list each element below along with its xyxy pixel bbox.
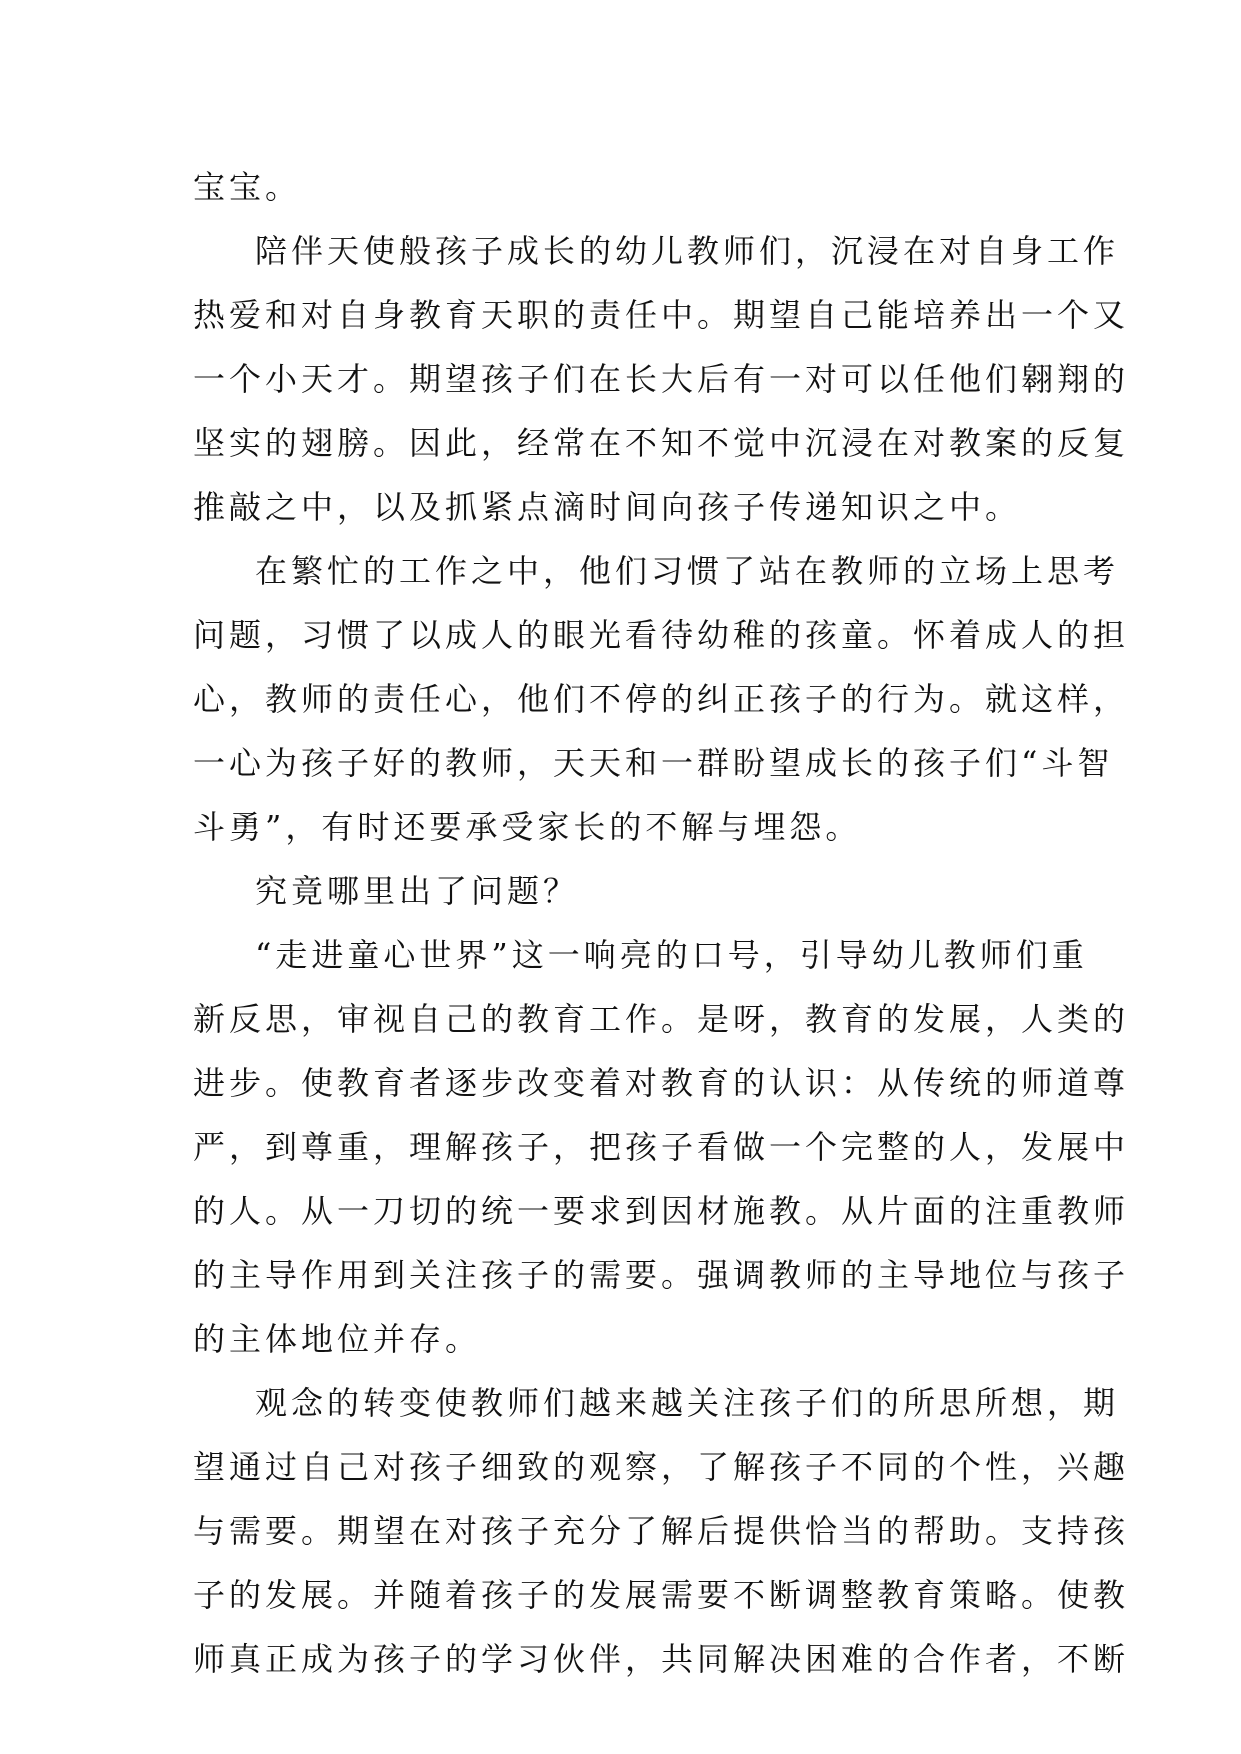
text-line: 的主体地位并存。 <box>193 1320 482 1358</box>
text-line: 心，教师的责任心，他们不停的纠正孩子的行为。就这样， <box>193 680 1130 718</box>
paragraph-first-line: “走进童心世界”这一响亮的口号，引导幼儿教师们重 <box>255 936 1088 974</box>
text-line: 新反思，审视自己的教育工作。是呀，教育的发展，人类的 <box>193 1000 1130 1038</box>
text-line: 斗勇”，有时还要承受家长的不解与埋怨。 <box>193 808 862 846</box>
text-line: 宝宝。 <box>193 168 302 206</box>
text-line: 一个小天才。期望孩子们在长大后有一对可以任他们翱翔的 <box>193 360 1130 398</box>
text-line: 望通过自己对孩子细致的观察，了解孩子不同的个性，兴趣 <box>193 1448 1130 1486</box>
paragraph-first-line: 观念的转变使教师们越来越关注孩子们的所思所想，期 <box>255 1384 1120 1422</box>
text-line: 师真正成为孩子的学习伙伴，共同解决困难的合作者，不断 <box>193 1640 1130 1678</box>
text-line: 推敲之中，以及抓紧点滴时间向孩子传递知识之中。 <box>193 488 1022 526</box>
text-line: 问题，习惯了以成人的眼光看待幼稚的孩童。怀着成人的担 <box>193 616 1130 654</box>
text-line: 与需要。期望在对孩子充分了解后提供恰当的帮助。支持孩 <box>193 1512 1130 1550</box>
text-line: 的人。从一刀切的统一要求到因材施教。从片面的注重教师 <box>193 1192 1130 1230</box>
paragraph-first-line: 陪伴天使般孩子成长的幼儿教师们，沉浸在对自身工作 <box>255 232 1120 270</box>
body-text <box>193 155 1130 1691</box>
paragraph-first-line: 究竟哪里出了问题？ <box>255 872 580 910</box>
text-line: 的主导作用到关注孩子的需要。强调教师的主导地位与孩子 <box>193 1256 1130 1294</box>
text-line: 热爱和对自身教育天职的责任中。期望自己能培养出一个又 <box>193 296 1130 334</box>
text-line: 严，到尊重，理解孩子，把孩子看做一个完整的人，发展中 <box>193 1128 1130 1166</box>
paragraph-first-line: 在繁忙的工作之中，他们习惯了站在教师的立场上思考 <box>255 552 1120 590</box>
text-line: 坚实的翅膀。因此，经常在不知不觉中沉浸在对教案的反复 <box>193 424 1130 462</box>
text-line: 进步。使教育者逐步改变着对教育的认识：从传统的师道尊 <box>193 1064 1130 1102</box>
text-line: 一心为孩子好的教师，天天和一群盼望成长的孩子们“斗智 <box>193 744 1114 782</box>
text-line: 子的发展。并随着孩子的发展需要不断调整教育策略。使教 <box>193 1576 1130 1614</box>
